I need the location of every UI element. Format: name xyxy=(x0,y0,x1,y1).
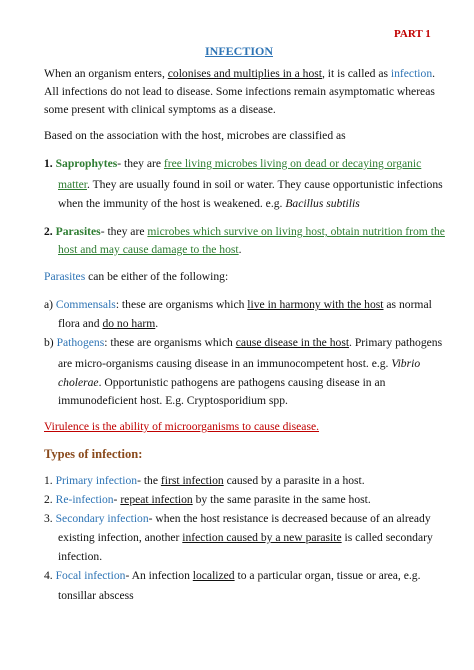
saprophytes-line-1: 1. Saprophytes- they are free living microbes living on dead or decaying organic xyxy=(44,157,422,170)
types-heading: Types of infection: xyxy=(44,447,143,461)
saprophytes-line-3: when the immunity of the host is weakened. e.g. Bacillus subtilis xyxy=(58,197,360,210)
intro-line-1: When an organism enters, colonises and multiplies in a host, it is called as infection. xyxy=(44,67,436,80)
intro-line-2: All infections do not lead to disease. Some infections remain asymptomatic whereas xyxy=(44,85,435,98)
virulence-definition: Virulence is the ability of microorganisms to cause disease. xyxy=(44,420,320,433)
commensals-line-1: a) Commensals: these are organisms which live in harmony with the host as normal xyxy=(44,298,432,311)
pathogens-line-3: cholerae. Opportunistic pathogens are pathogens causing disease in an xyxy=(58,376,386,389)
pathogens-line-4: immunodeficient host. E.g. Cryptosporidium spp. xyxy=(58,394,288,407)
type-item-secondary-line-2: existing infection, another infection caused by a new parasite is called secondary xyxy=(58,531,433,544)
type-item-focal-line-1: 4. Focal infection- An infection localized to a particular organ, tissue or area, e.g. xyxy=(44,569,421,582)
type-item-reinfection: 2. Re-infection- repeat infection by the same parasite in the same host. xyxy=(44,493,371,506)
commensals-line-2: flora and do no harm. xyxy=(58,317,159,330)
parasites-line-1: 2. Parasites- they are microbes which survive on living host, obtain nutrition from the xyxy=(44,225,445,238)
saprophytes-line-2: matter. They are usually found in soil or water. They cause opportunistic infections xyxy=(58,178,443,191)
type-item-primary: 1. Primary infection- the first infection caused by a parasite in a host. xyxy=(44,474,365,487)
type-item-secondary-line-3: infection. xyxy=(58,550,103,563)
intro-line-3: some present with clinical symptoms as a disease. xyxy=(44,103,276,116)
pathogens-line-1: b) Pathogens: these are organisms which cause disease in the host. Primary pathogens xyxy=(44,336,443,349)
parasites-either-text: Parasites can be either of the following: xyxy=(44,270,229,283)
classification-text: Based on the association with the host, microbes are classified as xyxy=(44,129,346,142)
part-label: PART 1 xyxy=(394,28,431,40)
type-item-focal-line-2: tonsillar abscess xyxy=(58,589,134,602)
pathogens-line-2: are micro-organisms causing disease in an immunocompetent host. e.g. Vibrio xyxy=(58,357,421,370)
page-title: INFECTION xyxy=(205,44,274,58)
parasites-line-2: host and may cause damage to the host. xyxy=(58,243,242,256)
type-item-secondary-line-1: 3. Secondary infection- when the host resistance is decreased because of an already xyxy=(44,512,431,525)
